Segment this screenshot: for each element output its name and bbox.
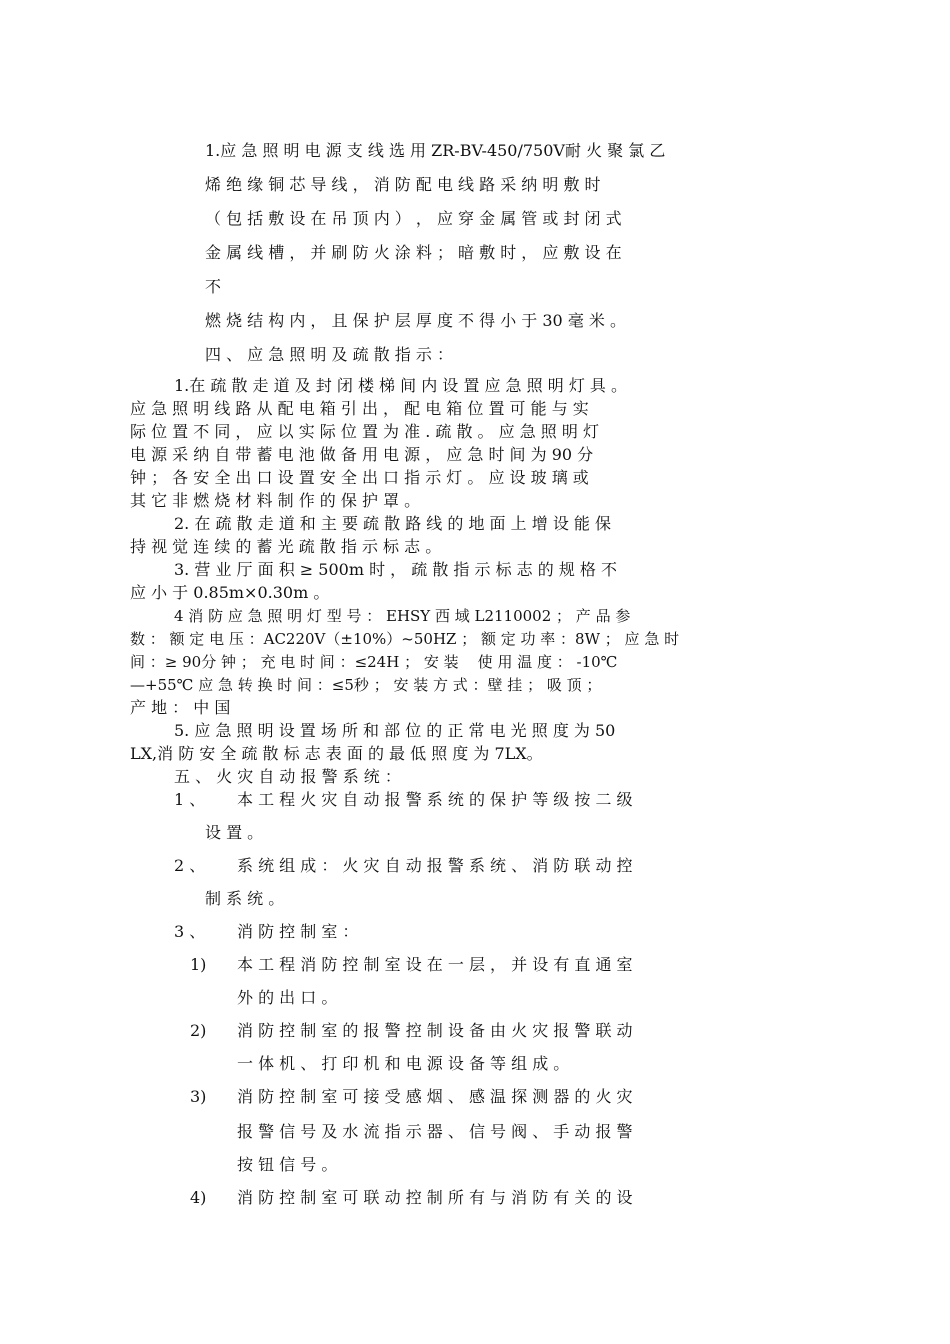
text-line: 烯 绝 缘 铜 芯 导 线 ， 消 防 配 电 线 路 采 纳 明 敷 时 xyxy=(205,175,601,194)
text-line: 消 防 控 制 室 可 接 受 感 烟 、 感 温 探 测 器 的 火 灾 xyxy=(237,1087,633,1106)
text-line: 4 消 防 应 急 照 明 灯 型 号 ： EHSY 西 域 L2110002 ； 产 品 参 xyxy=(174,607,631,625)
text-line: 5. 应 急 照 明 设 置 场 所 和 部 位 的 正 常 电 光 照 度 为 50 xyxy=(174,721,616,740)
section-heading: 四 、 应 急 照 明 及 疏 散 指 示 ： xyxy=(205,345,453,364)
text-line: 消 防 控 制 室 的 报 警 控 制 设 备 由 火 灾 报 警 联 动 xyxy=(237,1021,633,1040)
text-line: 消 防 控 制 室 ： xyxy=(237,922,359,941)
text-line: LX,消 防 安 全 疏 散 标 志 表 面 的 最 低 照 度 为 7LX。 xyxy=(130,744,543,763)
list-number: 3 、 xyxy=(174,922,206,941)
text-line: 应 急 照 明 线 路 从 配 电 箱 引 出 ， 配 电 箱 位 置 可 能 与 实 xyxy=(130,399,589,418)
list-number: 2) xyxy=(190,1021,207,1040)
text-line: 设 置 。 xyxy=(205,823,264,842)
section-heading: 五 、 火 灾 自 动 报 警 系 统 ： xyxy=(174,767,401,786)
text-line: 不 xyxy=(205,277,222,296)
text-line: 按 钮 信 号 。 xyxy=(237,1155,338,1174)
text-line: 2. 在 疏 散 走 道 和 主 要 疏 散 路 线 的 地 面 上 增 设 能 保 xyxy=(174,514,611,533)
text-line: 产 地 ： 中 国 xyxy=(130,698,231,717)
text-line: 外 的 出 口 。 xyxy=(237,988,338,1007)
text-line: 其 它 非 燃 烧 材 料 制 作 的 保 护 罩 。 xyxy=(130,491,421,510)
list-number: 1) xyxy=(190,955,207,974)
text-line: 报 警 信 号 及 水 流 指 示 器 、 信 号 阀 、 手 动 报 警 xyxy=(237,1122,633,1141)
text-line: 燃 烧 结 构 内 ， 且 保 护 层 厚 度 不 得 小 于 30 毫 米 。 xyxy=(205,311,626,330)
text-line: 钟 ； 各 安 全 出 口 设 置 安 全 出 口 指 示 灯 。 应 设 玻 璃 或 xyxy=(130,468,589,487)
text-line: 3. 营 业 厅 面 积 ≥ 500m 时 ， 疏 散 指 示 标 志 的 规 格 不 xyxy=(174,560,618,579)
text-line: 间 ：≥ 90分 钟 ； 充 电 时 间 ：≤24H ； 安 装 使 用 温 度 ： -10℃ xyxy=(130,653,618,671)
list-number: 3) xyxy=(190,1087,207,1106)
text-line: 应 小 于 0.85m×0.30m 。 xyxy=(130,583,330,602)
list-number: 2 、 xyxy=(174,856,206,875)
text-line: 金 属 线 槽 ， 并 刷 防 火 涂 料 ； 暗 敷 时 ， 应 敷 设 在 xyxy=(205,243,622,262)
text-line: 本 工 程 火 灾 自 动 报 警 系 统 的 保 护 等 级 按 二 级 xyxy=(237,790,633,809)
text-line: 制 系 统 。 xyxy=(205,889,285,908)
text-line: 1.在 疏 散 走 道 及 封 闭 楼 梯 间 内 设 置 应 急 照 明 灯 具 。 xyxy=(174,376,627,395)
list-number: 1 、 xyxy=(174,790,206,809)
text-line: 系 统 组 成 ： 火 灾 自 动 报 警 系 统 、 消 防 联 动 控 xyxy=(237,856,633,875)
text-line: 际 位 置 不 同 ， 应 以 实 际 位 置 为 准 . 疏 散 。 应 急 照 明 灯 xyxy=(130,422,599,441)
text-line: （ 包 括 敷 设 在 吊 顶 内 ） ， 应 穿 金 属 管 或 封 闭 式 xyxy=(205,209,622,228)
text-line: —+55℃ 应 急 转 换 时 间 ：≤5秒 ； 安 装 方 式 ：壁 挂 ； 吸 顶 ； xyxy=(130,676,602,694)
text-line: 消 防 控 制 室 可 联 动 控 制 所 有 与 消 防 有 关 的 设 xyxy=(237,1188,633,1207)
text-line: 数 ： 额 定 电 压 ：AC220V（±10%）~50HZ ； 额 定 功 率 ：8W ； 应 急 时 xyxy=(130,630,680,648)
list-number: 4) xyxy=(190,1188,207,1207)
text-line: 持 视 觉 连 续 的 蓄 光 疏 散 指 示 标 志 。 xyxy=(130,537,442,556)
text-line: 1.应 急 照 明 电 源 支 线 选 用 ZR-BV-450/750V耐 火 聚 氯 乙 xyxy=(205,141,666,160)
text-line: 本 工 程 消 防 控 制 室 设 在 一 层 ， 并 设 有 直 通 室 xyxy=(237,955,633,974)
text-line: 一 体 机 、 打 印 机 和 电 源 设 备 等 组 成 。 xyxy=(237,1054,570,1073)
text-line: 电 源 采 纳 自 带 蓄 电 池 做 备 用 电 源 ， 应 急 时 间 为 90 分 xyxy=(130,445,594,464)
